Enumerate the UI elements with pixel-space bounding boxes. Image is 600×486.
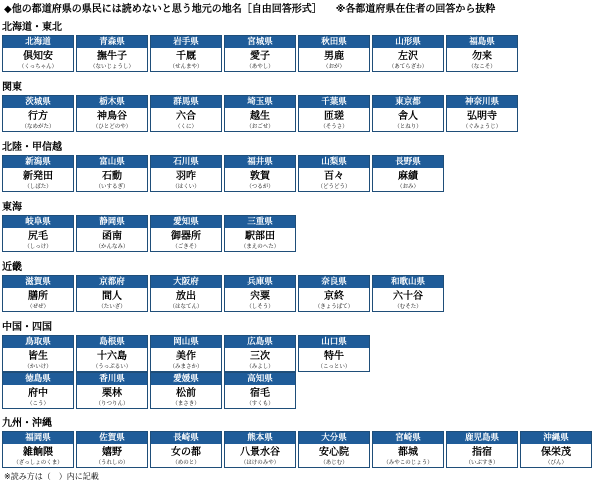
region-row: [2, 35, 518, 72]
title-text: ◆他の都道府県の県民には読めないと思う地元の地名［自由回答形式］: [4, 4, 322, 15]
place-name: 函南: [102, 230, 122, 242]
prefecture-label: 神奈川県: [447, 96, 517, 108]
prefecture-label: 千葉県: [299, 96, 369, 108]
prefecture-label: 新潟県: [3, 156, 73, 168]
prefecture-label: 静岡県: [77, 216, 147, 228]
place-name: 男鹿: [324, 50, 344, 62]
place-reading: （はけのみや）: [240, 460, 280, 467]
place-reading: （りつりん）: [95, 401, 129, 408]
prefecture-label: 鳥取県: [3, 336, 73, 348]
place-name: 京終: [324, 290, 344, 302]
place-reading: （びん）: [544, 460, 567, 467]
place-reading: （ぜぜ）: [26, 304, 49, 311]
prefecture-label: 兵庫県: [225, 276, 295, 288]
prefecture-label: 栃木県: [77, 96, 147, 108]
prefecture-label: 山形県: [373, 36, 443, 48]
place-name: 府中: [28, 387, 48, 399]
place-reading: （まさき）: [172, 401, 200, 408]
place-card: [520, 431, 592, 468]
prefecture-label: 福岡県: [3, 432, 73, 444]
place-card: [372, 95, 444, 132]
prefecture-label: 富山県: [77, 156, 147, 168]
place-card: [76, 95, 148, 132]
place-reading: （あやし）: [246, 64, 274, 71]
place-reading: （うっぷるい）: [92, 364, 132, 371]
place-reading: （あてらざわ）: [388, 64, 428, 71]
place-name: 膳所: [28, 290, 48, 302]
place-reading: （みよし）: [246, 364, 274, 371]
prefecture-label: 愛知県: [151, 216, 221, 228]
place-name: 行方: [28, 110, 48, 122]
place-name: 舎人: [398, 110, 418, 122]
prefecture-label: 三重県: [225, 216, 295, 228]
place-card: [2, 95, 74, 132]
place-card: [224, 215, 296, 252]
place-name: 弘明寺: [467, 110, 497, 122]
place-name: 栗林: [102, 387, 122, 399]
place-name: 羽咋: [176, 170, 196, 182]
region-row: [2, 335, 370, 372]
place-name: 宍粟: [250, 290, 270, 302]
prefecture-label: 長崎県: [151, 432, 221, 444]
prefecture-label: 愛媛県: [151, 373, 221, 385]
prefecture-label: 島根県: [77, 336, 147, 348]
region-heading: 近畿: [2, 262, 22, 273]
place-reading: （あじむ）: [320, 460, 348, 467]
page-title: [4, 3, 600, 16]
place-name: 六合: [176, 110, 196, 122]
place-card: [298, 155, 370, 192]
place-reading: （くっちゃん）: [18, 64, 58, 71]
place-card: [298, 431, 370, 468]
place-card: [2, 35, 74, 72]
place-reading: （めのと）: [172, 460, 200, 467]
place-reading: （くに）: [174, 124, 197, 131]
prefecture-label: 福島県: [447, 36, 517, 48]
place-name: 八景水谷: [240, 446, 280, 458]
place-name: 撫牛子: [97, 50, 127, 62]
place-card: [446, 35, 518, 72]
place-card: [372, 275, 444, 312]
place-name: 都城: [398, 446, 418, 458]
region-heading: 中国・四国: [2, 322, 52, 333]
prefecture-label: 奈良県: [299, 276, 369, 288]
place-reading: （しっけ）: [24, 244, 52, 251]
prefecture-label: 宮崎県: [373, 432, 443, 444]
prefecture-label: 香川県: [77, 373, 147, 385]
place-reading: （まえのへた）: [240, 244, 280, 251]
place-name: 間人: [102, 290, 122, 302]
place-name: 六十谷: [393, 290, 423, 302]
prefecture-label: 石川県: [151, 156, 221, 168]
place-reading: （なこそ）: [468, 64, 496, 71]
prefecture-label: 福井県: [225, 156, 295, 168]
place-card: [76, 275, 148, 312]
place-card: [2, 372, 74, 409]
place-name: 十六島: [97, 350, 127, 362]
place-name: 百々: [324, 170, 344, 182]
prefecture-label: 大阪府: [151, 276, 221, 288]
place-reading: （きょうばて）: [314, 304, 354, 311]
place-reading: （こう）: [26, 401, 49, 408]
place-name: 皆生: [28, 350, 48, 362]
prefecture-label: 鹿児島県: [447, 432, 517, 444]
place-name: 左沢: [398, 50, 418, 62]
place-reading: （せんまや）: [169, 64, 203, 71]
place-card: [150, 215, 222, 252]
place-name: 駅部田: [245, 230, 275, 242]
place-name: 安心院: [319, 446, 349, 458]
place-name: 石動: [102, 170, 122, 182]
place-card: [298, 275, 370, 312]
prefecture-label: 岡山県: [151, 336, 221, 348]
place-card: [150, 335, 222, 372]
place-reading: （ごきそ）: [172, 244, 200, 251]
place-reading: （はなてん）: [169, 304, 203, 311]
place-name: 敦賀: [250, 170, 270, 182]
prefecture-label: 茨城県: [3, 96, 73, 108]
place-reading: （ないじょうし）: [89, 64, 134, 71]
place-card: [76, 35, 148, 72]
place-card: [224, 372, 296, 409]
prefecture-label: 岐阜県: [3, 216, 73, 228]
place-card: [150, 155, 222, 192]
place-reading: （いぶすき）: [465, 460, 499, 467]
place-name: 指宿: [472, 446, 492, 458]
region-row: [2, 95, 518, 132]
place-reading: （かんなみ）: [95, 244, 129, 251]
place-card: [76, 372, 148, 409]
prefecture-label: 高知県: [225, 373, 295, 385]
place-card: [224, 155, 296, 192]
place-reading: （おが）: [322, 64, 345, 71]
place-card: [224, 35, 296, 72]
prefecture-label: 京都府: [77, 276, 147, 288]
place-name: 匝瑳: [324, 110, 344, 122]
place-name: 松前: [176, 387, 196, 399]
prefecture-label: 滋賀県: [3, 276, 73, 288]
place-reading: （つるが）: [246, 184, 274, 191]
place-card: [150, 372, 222, 409]
prefecture-label: 山梨県: [299, 156, 369, 168]
place-reading: （ひとどのや）: [92, 124, 132, 131]
region-row: [2, 431, 592, 468]
place-name: 女の都: [171, 446, 201, 458]
place-card: [298, 335, 370, 372]
place-name: 愛子: [250, 50, 270, 62]
place-reading: （みまさか）: [169, 364, 203, 371]
prefecture-label: 佐賀県: [77, 432, 147, 444]
place-reading: （みやこのじょう）: [383, 460, 433, 467]
place-reading: （とねり）: [394, 124, 422, 131]
prefecture-label: 山口県: [299, 336, 369, 348]
place-name: 千厩: [176, 50, 196, 62]
place-card: [2, 275, 74, 312]
place-card: [224, 335, 296, 372]
place-card: [76, 215, 148, 252]
reading-note: ※読み方は（ ）内に記載: [4, 472, 99, 481]
place-card: [2, 155, 74, 192]
place-card: [76, 335, 148, 372]
place-card: [150, 95, 222, 132]
place-name: 勿来: [472, 50, 492, 62]
place-card: [372, 431, 444, 468]
place-name: 宿毛: [250, 387, 270, 399]
place-reading: （しばた）: [24, 184, 52, 191]
place-name: 尻毛: [28, 230, 48, 242]
place-name: 保栄茂: [541, 446, 571, 458]
place-name: 越生: [250, 110, 270, 122]
place-card: [446, 431, 518, 468]
region-heading: 九州・沖縄: [2, 418, 52, 429]
place-card: [298, 95, 370, 132]
region-row: [2, 215, 296, 252]
place-card: [150, 275, 222, 312]
place-card: [372, 35, 444, 72]
region-heading: 関東: [2, 82, 22, 93]
region-row: [2, 155, 444, 192]
place-reading: （ざっしょのくま）: [13, 460, 63, 467]
prefecture-label: 熊本県: [225, 432, 295, 444]
prefecture-label: 埼玉県: [225, 96, 295, 108]
place-card: [224, 275, 296, 312]
place-reading: （そうさ）: [320, 124, 348, 131]
place-reading: （しそう）: [246, 304, 274, 311]
place-card: [224, 431, 296, 468]
prefecture-label: 徳島県: [3, 373, 73, 385]
place-reading: （うれしの）: [95, 460, 129, 467]
place-name: 倶知安: [23, 50, 53, 62]
place-reading: （はくい）: [172, 184, 200, 191]
region-heading: 北海道・東北: [2, 22, 62, 33]
place-reading: （こっとい）: [317, 364, 351, 371]
prefecture-label: 青森県: [77, 36, 147, 48]
prefecture-label: 東京都: [373, 96, 443, 108]
place-card: [224, 95, 296, 132]
place-card: [76, 155, 148, 192]
place-card: [2, 431, 74, 468]
place-reading: （いするぎ）: [95, 184, 129, 191]
subtitle-text: ※各都道府県在住者の回答から抜粋: [335, 4, 496, 15]
place-reading: （すくも）: [246, 401, 274, 408]
place-card: [2, 335, 74, 372]
place-reading: （ぐみょうじ）: [462, 124, 502, 131]
prefecture-label: 宮城県: [225, 36, 295, 48]
place-reading: （たいざ）: [98, 304, 126, 311]
place-card: [150, 35, 222, 72]
place-card: [76, 431, 148, 468]
place-reading: （おみ）: [396, 184, 419, 191]
place-reading: （どうどう）: [317, 184, 351, 191]
place-reading: （むそた）: [394, 304, 422, 311]
place-card: [372, 155, 444, 192]
region-row: [2, 275, 444, 312]
region-row: [2, 372, 296, 409]
place-card: [446, 95, 518, 132]
prefecture-label: 秋田県: [299, 36, 369, 48]
prefecture-label: 長野県: [373, 156, 443, 168]
prefecture-label: 沖縄県: [521, 432, 591, 444]
prefecture-label: 北海道: [3, 36, 73, 48]
place-name: 新発田: [23, 170, 53, 182]
place-card: [2, 215, 74, 252]
place-card: [298, 35, 370, 72]
place-reading: （おごせ）: [246, 124, 274, 131]
region-heading: 東海: [2, 202, 22, 213]
place-reading: （かいけ）: [24, 364, 52, 371]
place-name: 御器所: [171, 230, 201, 242]
place-name: 美作: [176, 350, 196, 362]
prefecture-label: 群馬県: [151, 96, 221, 108]
place-name: 放出: [176, 290, 196, 302]
place-card: [150, 431, 222, 468]
prefecture-label: 広島県: [225, 336, 295, 348]
prefecture-label: 大分県: [299, 432, 369, 444]
prefecture-label: 和歌山県: [373, 276, 443, 288]
place-name: 特牛: [324, 350, 344, 362]
place-name: 雑餉隈: [23, 446, 53, 458]
place-name: 麻績: [398, 170, 418, 182]
place-name: 三次: [250, 350, 270, 362]
place-name: 神鳥谷: [97, 110, 127, 122]
region-heading: 北陸・甲信越: [2, 142, 62, 153]
prefecture-label: 岩手県: [151, 36, 221, 48]
place-reading: （なめがた）: [21, 124, 55, 131]
place-name: 嬉野: [102, 446, 122, 458]
